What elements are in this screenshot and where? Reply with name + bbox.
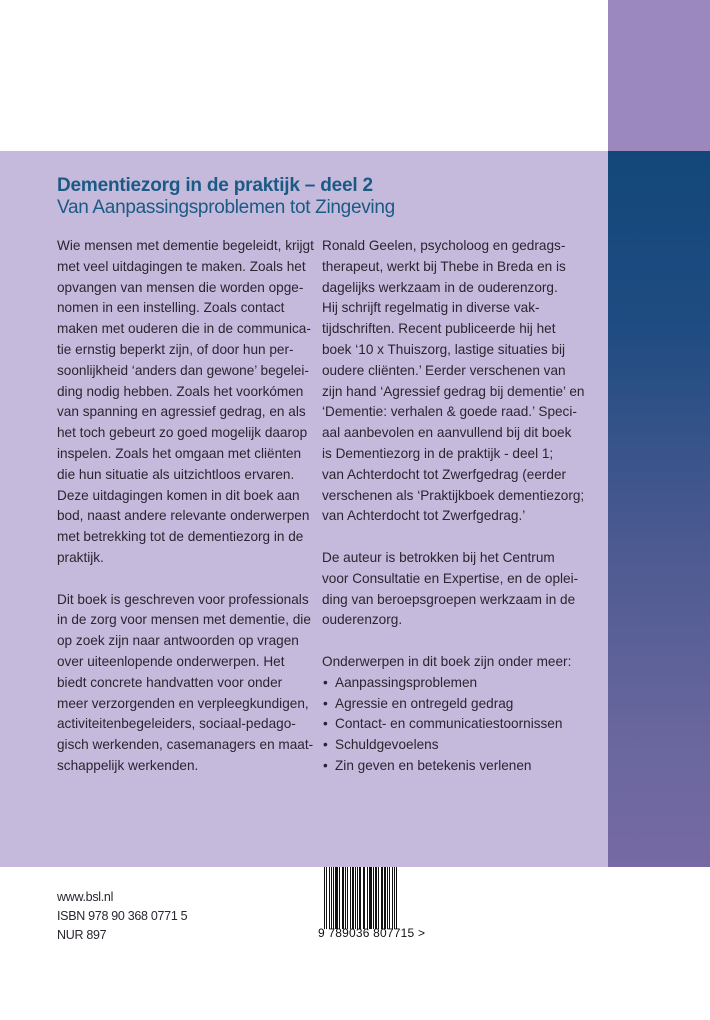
text-line: gisch werkenden, casemanagers en maat-: [57, 737, 314, 753]
text-line: inspelen. Zoals het omgaan met cliënten: [57, 445, 302, 461]
text-line: Deze uitdagingen komen in dit boek aan: [57, 487, 300, 503]
text-line: ding nodig hebben. Zoals het voorkómen: [57, 383, 304, 399]
text-line: Dit boek is geschreven voor professionals: [57, 591, 309, 607]
text-line: ouderenzorg.: [322, 612, 403, 628]
publisher-info: [57, 888, 187, 945]
text-line: Ronald Geelen, psycholoog en gedrags-: [322, 238, 566, 253]
topic-item: [322, 673, 604, 694]
text-line: op zoek zijn naar antwoorden op vragen: [57, 633, 299, 649]
topics-list: [322, 673, 604, 777]
blurb-paragraph: [57, 236, 319, 569]
text-line: over uiteenlopende onderwerpen. Het: [57, 653, 285, 669]
text-line: zijn hand ‘Agressief gedrag bij dementie’ en: [322, 383, 585, 399]
topic-label: Schuldgevoelens: [335, 737, 439, 753]
barcode-digits: 9 789036 807715 >: [318, 926, 426, 940]
text-line: die hun situatie als uitzichtloos ervaren.: [57, 466, 295, 482]
topics-intro: Onderwerpen in dit boek zijn onder meer:: [322, 653, 572, 669]
text-line: voor Consultatie en Expertise, en de oplei-: [322, 570, 579, 586]
text-line: De auteur is betrokken bij het Centrum: [322, 549, 555, 565]
text-line: van Achterdocht tot Zwerfgedrag.’: [322, 508, 526, 524]
text-line: schappelijk werkenden.: [57, 757, 199, 773]
topic-item: [322, 735, 604, 756]
text-line: activiteitenbegeleiders, sociaal-pedago-: [57, 716, 296, 732]
text-line: aal aanbevolen en aanvullend bij dit boek: [322, 425, 572, 441]
isbn-barcode: [318, 867, 438, 947]
text-line: tie ernstig beperkt zijn, of door hun per-: [57, 341, 294, 357]
text-line: meer verzorgenden en verpleegkundigen,: [57, 695, 309, 711]
title-block: [57, 175, 395, 219]
bullet-icon: •: [323, 695, 328, 711]
text-line: met veel uitdagingen te maken. Zoals het: [57, 258, 306, 274]
bullet-icon: •: [323, 674, 328, 690]
text-line: therapeut, werkt bij Thebe in Breda en is: [322, 258, 566, 274]
topic-label: Agressie en ontregeld gedrag: [335, 695, 514, 711]
topic-item: [322, 756, 604, 777]
isbn-number: ISBN 978 90 368 0771 5: [57, 909, 188, 923]
barcode-bars-icon: [324, 867, 431, 929]
text-line: van Achterdocht tot Zwerfgedrag (eerder: [322, 466, 567, 482]
text-line: bod, naast andere relevante onderwerpen: [57, 508, 310, 524]
topic-item: [322, 694, 604, 715]
author-bio-paragraph: [322, 236, 604, 527]
text-line: in de zorg voor mensen met dementie, die: [57, 612, 311, 628]
topic-label: Contact- en communicatiestoornissen: [335, 716, 563, 732]
publisher-website[interactable]: www.bsl.nl: [57, 890, 114, 904]
text-line: nomen in een instelling. Zoals contact: [57, 300, 285, 316]
text-line: tijdschriften. Recent publiceerde hij het: [322, 321, 556, 337]
bullet-icon: •: [323, 716, 328, 732]
topic-label: Aanpassingsproblemen: [335, 674, 478, 690]
text-line: Hij schrijft regelmatig in diverse vak-: [322, 300, 540, 316]
top-color-strip: [608, 0, 710, 151]
topic-label: Zin geven en betekenis verlenen: [335, 757, 532, 773]
text-line: dagelijks werkzaam in de ouderenzorg.: [322, 279, 558, 295]
text-line: soonlijkheid ‘anders dan gewone’ begelei-: [57, 362, 309, 378]
text-line: biedt concrete handvatten voor onder: [57, 674, 283, 690]
bullet-icon: •: [323, 737, 328, 753]
text-line: opvangen van mensen die worden opge-: [57, 279, 304, 295]
author-affiliation-paragraph: [322, 548, 604, 631]
text-line: van spanning en agressief gedrag, en als: [57, 404, 306, 420]
text-line: Wie mensen met dementie begeleidt, krijgt: [57, 238, 314, 253]
text-line: ding van beroepsgroepen werkzaam in de: [322, 591, 576, 607]
bullet-icon: •: [323, 757, 328, 773]
audience-paragraph: [57, 590, 319, 777]
text-line: praktijk.: [57, 549, 104, 565]
text-line: maken met ouderen die in de communica-: [57, 321, 311, 337]
text-line: is Dementiezorg in de praktijk - deel 1;: [322, 445, 554, 461]
text-line: boek ‘10 x Thuiszorg, lastige situaties bij: [322, 341, 566, 357]
text-line: oudere cliënten.’ Eerder verschenen van: [322, 362, 566, 378]
right-column: [322, 236, 604, 777]
left-column: [57, 236, 319, 798]
text-line: met betrekking tot de dementiezorg in de: [57, 529, 304, 545]
book-subtitle: Van Aanpassingsproblemen tot Zingeving: [57, 197, 395, 218]
text-line: verschenen als ‘Praktijkboek dementiezorg;: [322, 487, 585, 503]
topic-item: [322, 714, 604, 735]
side-gradient-strip: [608, 151, 710, 867]
nur-code: NUR 897: [57, 928, 107, 942]
book-title: Dementiezorg in de praktijk – deel 2: [57, 175, 373, 196]
text-line: ‘Dementie: verhalen & goede raad.’ Speci-: [322, 404, 577, 420]
text-line: het toch gebeurt zo goed mogelijk daarop: [57, 425, 308, 441]
